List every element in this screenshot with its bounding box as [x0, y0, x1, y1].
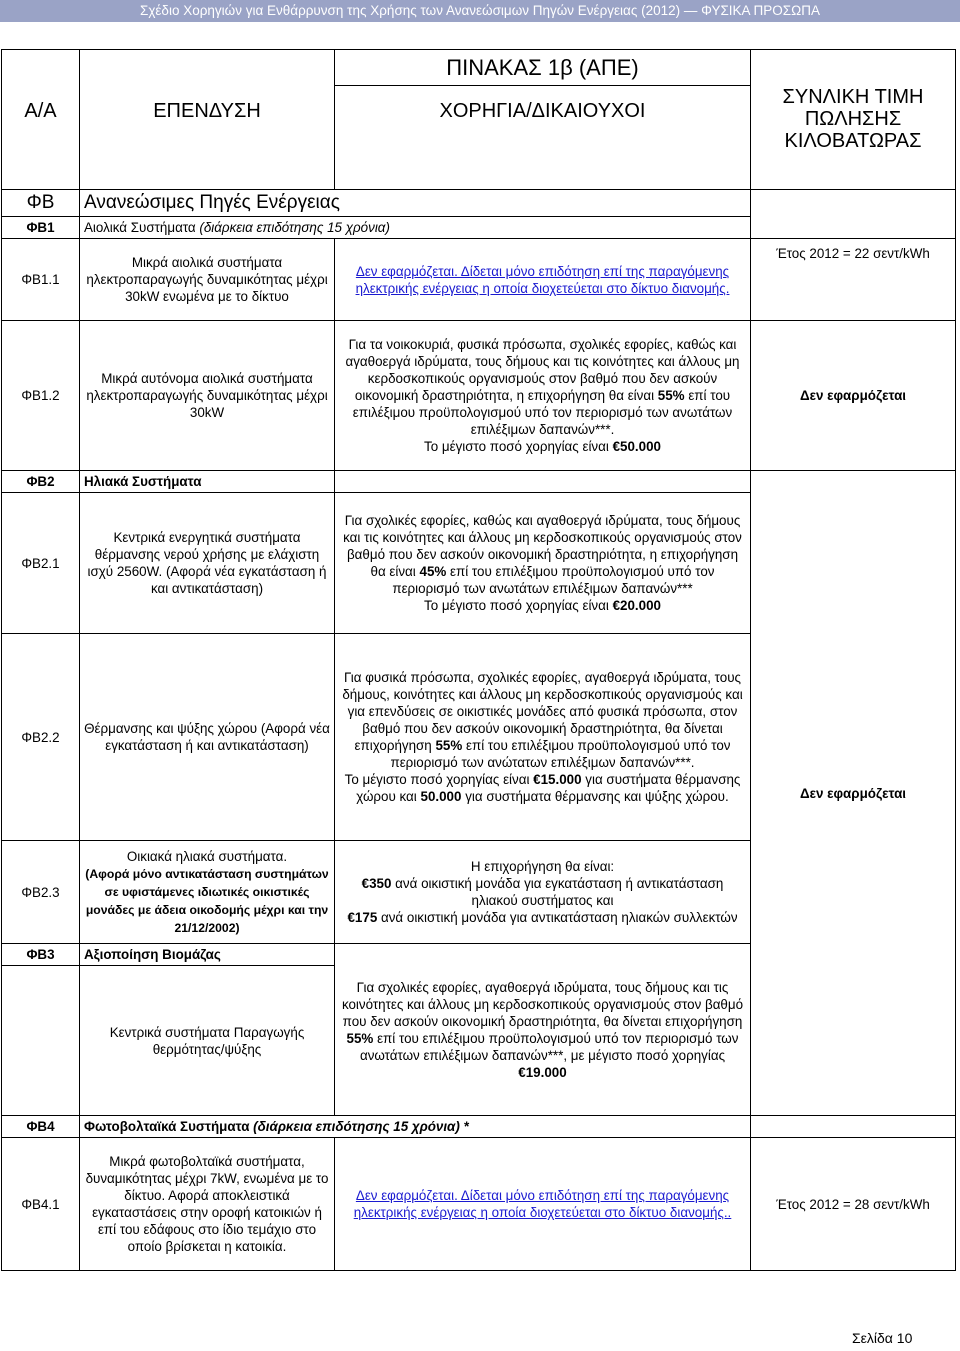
row-investment: Μικρά φωτοβολταϊκά συστήματα, δυναμικότητας μέχρι 7kW, ενωμένα με το δίκτυο. Αφορά αποκλειστικά εγκαταστάσεις στην οροφή κατοικιών ή επί του εδάφους στο ίδιο τεμάχιο στο οποίο βρίσκεται η κατοικία.	[80, 1138, 335, 1271]
header-aa: Α/Α	[2, 86, 80, 190]
row-subsidy: Για φυσικά πρόσωπα, σχολικές εφορίες, αγαθοεργά ιδρύματα, τους δήμους, κοινότητες και άλλους μη κερδοσκοπικούς οργανισμούς και για επενδύσεις σε οικιστικές μονάδες από φυσικά πρόσωπα, στον βαθμό που δεν ασκούν οικονομική δραστηριότητα, θα δίνεται επιχορήγηση 55% επί του επιλέξιμου προϋπολογισμού υπό τον περιορισμό των ανώτατων επιλέξιμων δαπανών***. Το μέγιστο ποσό χορηγίας είναι €15.000 για συστήματα θέρμανσης χώρου και 50.000 για συστήματα θέρμανσης και ψύξης χώρου.	[335, 634, 751, 841]
row-subsidy: Για σχολικές εφορίες, καθώς και αγαθοεργά ιδρύματα, τους δήμους και τις κοινότητες και άλλους μη κερδοσκοπικούς οργανισμούς στον βαθμό που δεν ασκούν οικονομική δραστηριότητα, η επιχορήγηση θα είναι 45% επί του επιλέξιμου προϋπολογισμού υπό τον περιορισμό των ανωτάτων επιλέξιμων δαπανών*** Το μέγιστο ποσό χορηγίας είναι €20.000	[335, 493, 751, 634]
section-row-fb4	[2, 1116, 956, 1138]
row-price-shared: Δεν εφαρμόζεται	[751, 471, 956, 1116]
row-subsidy: Για τα νοικοκυριά, φυσικά πρόσωπα, σχολικές εφορίες, καθώς και αγαθοεργά ιδρύματα, τους δήμους και τις κοινότητες και άλλους μη κερδοσκοπικούς οργανισμούς στον βαθμό που δεν ασκούν οικονομική δραστηριότητα, η επιχορήγηση θα είναι 55% επί του επιλέξιμου προϋπολογισμού υπό τον περιορισμό των ανωτάτων επιλέξιμων δαπανών***. Το μέγιστο ποσό χορηγίας είναι €50.000	[335, 321, 751, 471]
row-code: ΦΒ2.3	[2, 841, 80, 944]
section-code: ΦΒ4	[2, 1116, 80, 1138]
section-title: Αξιοποίηση Βιομάζας	[80, 944, 335, 966]
table-row-fb1-1	[2, 239, 956, 321]
row-investment: Μικρά αυτόνομα αιολικά συστήματα ηλεκτροπαραγωγής δυναμικότητας μέχρι 30kW	[80, 321, 335, 471]
row-subsidy: Δεν εφαρμόζεται. Δίδεται μόνο επιδότηση επί της παραγόμενης ηλεκτρικής ενέργειας η οποία διοχετεύεται στο δίκτυο διανομής..	[335, 1138, 751, 1271]
header-subsidy: ΧΟΡΗΓΙΑ/ΔΙΚΑΙΟΥΧΟΙ	[335, 86, 751, 190]
section-code: ΦΒ	[2, 190, 80, 217]
row-code: ΦΒ4.1	[2, 1138, 80, 1271]
document-header-band: Σχέδιο Χορηγιών για Ενθάρρυνση της Χρήσης των Ανανεώσιμων Πηγών Ενέργειας (2012) — ΦΥΣΙΚΑ ΠΡΟΣΩΠΑ	[0, 0, 960, 22]
section-title: Ανανεώσιμες Πηγές Ενέργειας	[80, 190, 751, 217]
row-subsidy: Για σχολικές εφορίες, αγαθοεργά ιδρύματα, τους δήμους και τις κοινότητες και άλλους μη κερδοσκοπικούς οργανισμούς στον βαθμό που δεν ασκούν οικονομική δραστηριότητα, θα δίνεται επιχορήγηση 55% επί του επιλέξιμου προϋπολογισμού υπό τον περιορισμό των ανωτάτων επιλέξιμων δαπανών***, με μέγιστο ποσό χορηγίας €19.000	[335, 944, 751, 1116]
row-investment: Οικιακά ηλιακά συστήματα. (Αφορά μόνο αντικατάσταση συστημάτων σε υφιστάμενες ιδιωτικές οικιστικές μονάδες με άδεια οικοδομής μέχρι και την 21/12/2002)	[80, 841, 335, 944]
header-price: ΣΥΝΛΙΚΗ ΤΙΜΗ ΠΩΛΗΣΗΣ ΚΙΛΟΒΑΤΩΡΑΣ	[751, 86, 956, 190]
page-number: Σελίδα 10	[852, 1330, 913, 1346]
section-title: Φωτοβολταϊκά Συστήματα (διάρκεια επιδότησης 15 χρόνια) *	[80, 1116, 751, 1138]
row-subsidy: Η επιχορήγηση θα είναι: €350 ανά οικιστική μονάδα για εγκατάσταση ή αντικατάσταση ηλιακού συστήματος και €175 ανά οικιστική μονάδα για αντικατάσταση ηλιακών συλλεκτών	[335, 841, 751, 944]
renewables-subsidy-table	[1, 49, 956, 1271]
row-price: Έτος 2012 = 28 σεντ/kWh	[751, 1138, 956, 1271]
section-row-fb2	[2, 471, 956, 493]
header-investment: ΕΠΕΝΔΥΣΗ	[80, 86, 335, 190]
row-price: Έτος 2012 = 22 σεντ/kWh	[751, 239, 956, 321]
table-title-row	[2, 50, 956, 86]
table-row-fb4-1	[2, 1138, 956, 1271]
section-row-fb	[2, 190, 956, 217]
section-code: ΦΒ2	[2, 471, 80, 493]
section-code: ΦΒ1	[2, 217, 80, 239]
section-title: Αιολικά Συστήματα (διάρκεια επιδότησης 15 χρόνια)	[80, 217, 751, 239]
row-price: Δεν εφαρμόζεται	[751, 321, 956, 471]
row-code: ΦΒ1.2	[2, 321, 80, 471]
row-investment: Θέρμανσης και ψύξης χώρου (Αφορά νέα εγκατάσταση ή και αντικατάσταση)	[80, 634, 335, 841]
section-code: ΦΒ3	[2, 944, 80, 966]
table-title: ΠΙΝΑΚΑΣ 1β (ΑΠΕ)	[335, 50, 751, 86]
table-header-row	[2, 86, 956, 190]
row-code: ΦΒ2.2	[2, 634, 80, 841]
row-code: ΦΒ1.1	[2, 239, 80, 321]
row-investment: Μικρά αιολικά συστήματα ηλεκτροπαραγωγής δυναμικότητας μέχρι 30kW ενωμένα με το δίκτυο	[80, 239, 335, 321]
row-investment: Κεντρικά ενεργητικά συστήματα θέρμανσης νερού χρήσης με ελάχιστη ισχύ 2560W. (Αφορά νέα εγκατάσταση ή και αντικατάσταση)	[80, 493, 335, 634]
section-title: Ηλιακά Συστήματα	[80, 471, 335, 493]
row-investment: Κεντρικά συστήματα Παραγωγής θερμότητας/ψύξης	[80, 966, 335, 1116]
row-subsidy: Δεν εφαρμόζεται. Δίδεται μόνο επιδότηση επί της παραγόμενης ηλεκτρικής ενέργειας η οποία διοχετεύεται στο δίκτυο διανομής.	[335, 239, 751, 321]
table-row-fb1-2	[2, 321, 956, 471]
row-code: ΦΒ2.1	[2, 493, 80, 634]
